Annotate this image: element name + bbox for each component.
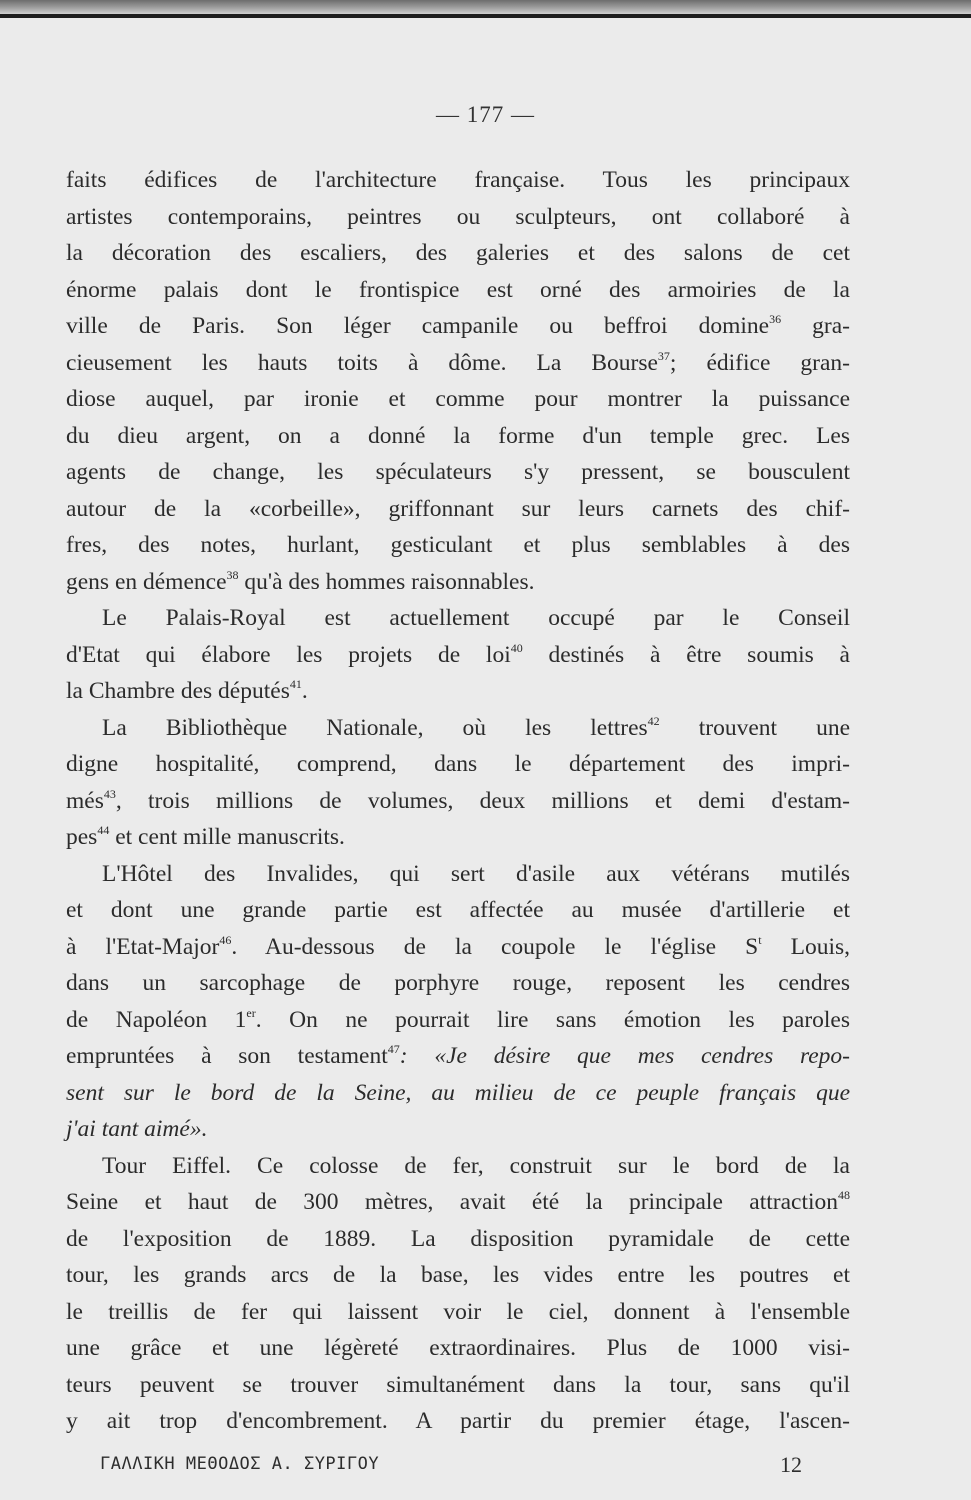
footnote-ref: 38: [226, 567, 239, 582]
page-top-edge: [0, 0, 971, 14]
text-line: [66, 308, 850, 345]
text-line: Le Palais-Royal est actuellement occupé par le Conseil: [102, 605, 850, 631]
text-line: [66, 929, 850, 966]
text-segment: . Au-dessous de la coupole le l'église S: [231, 933, 759, 960]
footnote-ref: 37: [657, 348, 670, 363]
page-top-rule: [0, 14, 971, 18]
text-segment: La Bibliothèque Nationale, où les lettres: [102, 714, 648, 741]
footnote-ref: 40: [510, 640, 523, 655]
text-segment: més: [66, 787, 104, 814]
text-line: [66, 637, 850, 674]
text-segment: d'Etat qui élabore les projets de loi: [66, 641, 511, 668]
text-line: [66, 710, 850, 747]
text-line: dans un sarcophage de porphyre rouge, reposent les cendres: [66, 970, 850, 996]
text-segment: gens en démence: [66, 568, 227, 595]
body-text: [66, 162, 850, 1440]
text-line: tour, les grands arcs de la base, les vides entre les poutres et: [66, 1262, 850, 1288]
text-line: agents de change, les spéculateurs s'y pressent, se bousculent: [66, 459, 850, 485]
footnote-ref: 47: [387, 1042, 400, 1056]
text-line: digne hospitalité, comprend, dans le département des impri-: [66, 751, 850, 777]
text-segment: empruntées à son testament: [66, 1043, 388, 1069]
text-segment: Louis,: [761, 933, 850, 960]
text-line: énorme palais dont le frontispice est orné des armoiries de la: [66, 276, 850, 303]
text-segment: . On ne pourrait lire sans émotion les paroles: [255, 1006, 851, 1033]
text-segment: et cent mille manuscrits.: [109, 824, 345, 850]
quote-segment: : «Je désire que mes cendres repo-: [399, 1043, 850, 1069]
text-line: et dont une grande partie est affectée au musée d'artillerie et: [66, 897, 850, 923]
text-line: Tour Eiffel. Ce colosse de fer, construit sur le bord de la: [102, 1152, 850, 1179]
text-line: [66, 819, 850, 856]
text-line: artistes contemporains, peintres ou sculpteurs, ont collaboré à: [66, 203, 850, 230]
text-line: diose auquel, par ironie et comme pour montrer la puissance: [66, 386, 850, 412]
footnote-ref: 36: [769, 312, 782, 326]
page-number: — 177 —: [436, 102, 535, 127]
text-segment: qu'à des hommes raisonnables.: [238, 568, 535, 595]
footer-signature: ΓΑΛΛΙΚΗ ΜΕΘΟΔΟΣ Α. ΣΥΡΙΓΟΥ: [100, 1454, 380, 1474]
text-segment: destinés à être soumis à: [522, 641, 850, 668]
text-line: de l'exposition de 1889. La disposition pyramidale de cette: [66, 1225, 850, 1252]
text-line: faits édifices de l'architecture française. Tous les principaux: [66, 167, 850, 193]
text-line: [66, 1038, 850, 1075]
text-segment: gra-: [781, 313, 850, 339]
text-line: du dieu argent, on a donné la forme d'un temple grec. Les: [66, 422, 850, 449]
text-line: autour de la «corbeille», griffonnant sur leurs carnets des chif-: [66, 495, 850, 522]
footer-sheet-number: 12: [780, 1452, 802, 1477]
superscript: er: [246, 1005, 256, 1020]
text-line: [66, 564, 850, 601]
text-line: L'Hôtel des Invalides, qui sert d'asile aux vétérans mutilés: [102, 860, 850, 887]
text-segment: la Chambre des députés: [66, 678, 290, 704]
text-segment: , trois millions de volumes, deux millions et demi d'estam-: [115, 787, 850, 814]
text-segment: .: [301, 678, 308, 704]
text-line: la décoration des escaliers, des galeries et des salons de cet: [66, 240, 850, 266]
text-segment: trouvent une: [659, 714, 851, 741]
footnote-ref: 43: [103, 786, 116, 801]
text-segment: ; édifice gran-: [669, 349, 850, 376]
footnote-ref: 41: [289, 677, 302, 691]
footnote-ref: 42: [647, 713, 660, 728]
quote-line: j'ai tant aimé».: [66, 1116, 208, 1142]
text-line: le treillis de fer qui laissent voir le ciel, donnent à l'ensemble: [66, 1298, 850, 1325]
text-line: [66, 1002, 850, 1039]
quote-line: sent sur le bord de la Seine, au milieu de ce peuple français que: [66, 1079, 850, 1106]
text-segment: cieusement les hauts toits à dôme. La Bourse: [66, 349, 658, 376]
text-segment: pes: [66, 824, 98, 850]
text-segment: Seine et haut de 300 mètres, avait été la principale attraction: [66, 1189, 838, 1215]
text-segment: de Napoléon 1: [66, 1006, 247, 1033]
footnote-ref: 48: [838, 1188, 850, 1202]
text-line: fres, des notes, hurlant, gesticulant et plus semblables à des: [66, 532, 850, 558]
text-line: [66, 345, 850, 382]
text-segment: à l'Etat-Major: [66, 933, 220, 960]
text-line: y ait trop d'encombrement. A partir du premier étage, l'ascen-: [66, 1408, 850, 1434]
footnote-ref: 46: [219, 932, 232, 947]
footnote-ref: 44: [97, 823, 110, 837]
text-line: [66, 673, 850, 710]
superscript: t: [758, 932, 762, 947]
text-line: [66, 783, 850, 820]
text-line: [66, 1184, 850, 1221]
text-line: teurs peuvent se trouver simultanément dans la tour, sans qu'il: [66, 1371, 850, 1398]
text-line: une grâce et une légèreté extraordinaires. Plus de 1000 visi-: [66, 1335, 850, 1361]
text-segment: ville de Paris. Son léger campanile ou beffroi domine: [66, 313, 770, 339]
